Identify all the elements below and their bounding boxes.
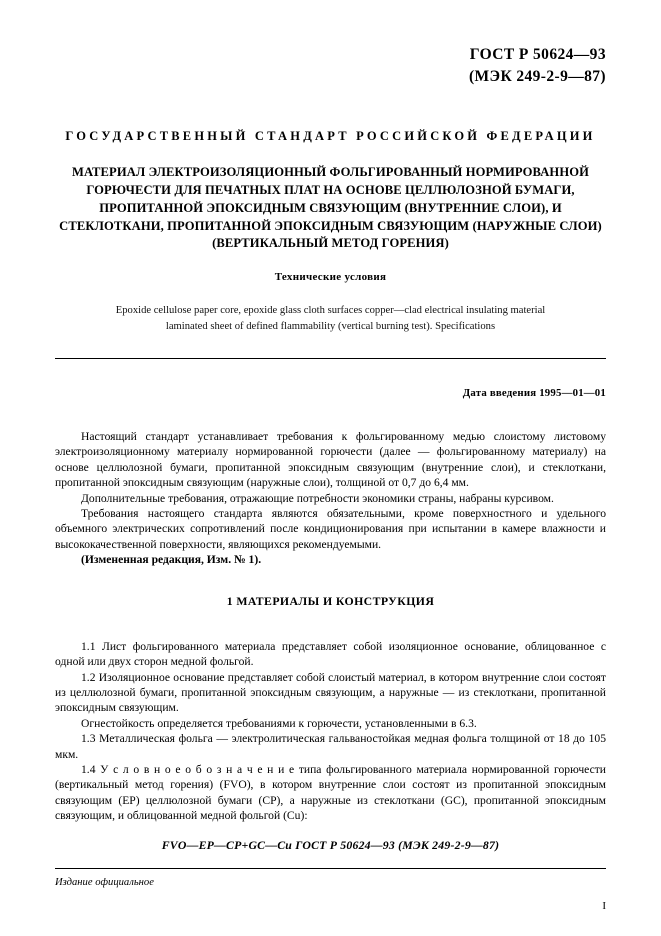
section-1-text [55,639,606,824]
intro-paragraph-3: Требования настоящего стандарта являются обязательными, кроме поверхностного и удельного объемного электрических сопротивлений после кондиционирования при испытании в камере влажности и высококачественной поверхности, являющихся рекомендуемыми. [55,507,606,551]
clause-1-2: 1.2 Изоляционное основание представляет собой слоистый материал, в котором внутренние слои состоят из целлюлозной бумаги, пропитанной эпоксидным связующим, а наружные — из стеклоткани, пропитанной эпоксидным связующим. [55,670,606,715]
page-number: I [602,900,606,912]
horizontal-divider [55,358,606,359]
clause-1-4 [55,762,606,824]
footer-official-edition: Издание официальное [55,877,154,888]
title-line-5: (ВЕРТИКАЛЬНЫЙ МЕТОД ГОРЕНИЯ) [212,236,449,251]
document-title [55,164,606,253]
intro-paragraph-1: Настоящий стандарт устанавливает требования к фольгированному медью слоистому листовому электроизоляционному материалу нормированной горючести (далее — фольгированному материалу) на основе целлюлозной бумаги, пропитанной эпоксидным связующим (внутренние слои), и стеклоткани, пропитанной эпоксидным связующим (наружные слои), толщиной от 0,7 до 6,4 мм. [55,430,606,490]
introduction-date: Дата введения 1995—01—01 [462,387,606,400]
english-title-line-2: laminated sheet of defined flammability (vertical burning test). Specifications [165,320,496,332]
clause-1-4-rest: типа фольгированного материала нормированной горючести (вертикальный метод горения) (FVO), в котором внутренние слои состоят из пропитанной эпоксидным связующим (EP) целлюлозной бумаги (CP), а наружные из стеклоткани (GC), пропитанной эпоксидным связующим, и облицованной медной фольгой (Cu): [55,762,607,823]
gost-number: ГОСТ Р 50624—93 [469,46,606,63]
english-title-line-1: Epoxide cellulose paper core, epoxide glass cloth surfaces copper—clad electrical insulating material [115,305,546,317]
section-1-heading: 1 МАТЕРИАЛЫ И КОНСТРУКЦИЯ [226,593,435,608]
title-line-2: ГОРЮЧЕСТИ ДЛЯ ПЕЧАТНЫХ ПЛАТ НА ОСНОВЕ ЦЕЛЛЮЛОЗНОЙ БУМАГИ, [86,182,575,197]
title-line-3: ПРОПИТАННОЙ ЭПОКСИДНЫМ СВЯЗУЮЩИМ (ВНУТРЕННИЕ СЛОИ), И [99,200,562,215]
clause-1-1: 1.1 Лист фольгированного материала представляет собой изоляционное основание, облицованное с одной или двух сторон медной фольгой. [55,639,606,669]
designation-formula: FVO—EP—CP+GC—Cu ГОСТ Р 50624—93 (МЭК 249-2-9—87) [161,837,500,852]
clause-1-2-note: Огнестойкость определяется требованиями к горючести, установленными в 6.3. [81,716,477,730]
gost-designation [55,44,606,89]
english-title [55,303,606,334]
title-line-1: МАТЕРИАЛ ЭЛЕКТРОИЗОЛЯЦИОННЫЙ ФОЛЬГИРОВАННЫЙ НОРМИРОВАННОЙ [71,164,590,179]
clause-1-4-prefix: 1.4 У с л о в н о е о б о з н а ч е н и е [81,762,295,776]
intro-paragraph-2: Дополнительные требования, отражающие потребности экономики страны, набраны курсивом. [81,491,554,505]
introduction-text [55,429,606,568]
standard-organization: ГОСУДАРСТВЕННЫЙ СТАНДАРТ РОССИЙСКОЙ ФЕДЕРАЦИИ [65,128,596,143]
clause-1-3: 1.3 Металлическая фольга — электролитическая гальваностойкая медная фольга толщиной от 18 до 105 мкм. [55,732,606,761]
footer-divider [55,868,606,869]
intro-revision-note: (Измененная редакция, Изм. № 1). [81,553,262,567]
document-subtitle: Технические условия [274,271,387,284]
title-line-4: СТЕКЛОТКАНИ, ПРОПИТАННОЙ ЭПОКСИДНЫМ СВЯЗУЮЩИМ (НАРУЖНЫЕ СЛОИ) [59,218,602,233]
iec-number: (МЭК 249-2-9—87) [468,68,606,86]
